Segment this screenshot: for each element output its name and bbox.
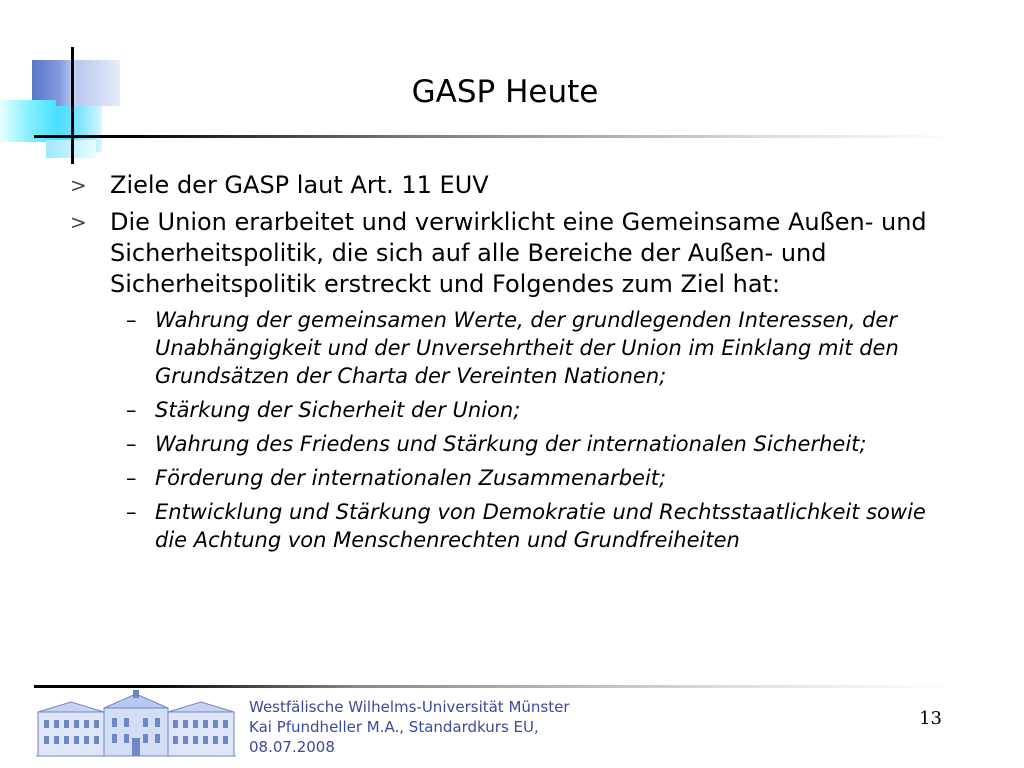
university-building-icon <box>36 690 236 758</box>
footer-institution: Westfälische Wilhelms-Universität Münster <box>249 698 570 716</box>
bullet-item <box>64 170 964 201</box>
decor-square-light <box>76 60 120 106</box>
slide-body <box>64 170 964 560</box>
sub-bullet-marker: – <box>126 398 137 422</box>
sub-bullet-marker: – <box>126 500 137 524</box>
sub-bullet-item <box>64 396 964 424</box>
bullet-item <box>64 207 964 300</box>
slide-title: GASP Heute <box>411 74 599 110</box>
sub-bullet-marker: – <box>126 308 137 332</box>
sub-bullet-marker: – <box>126 466 137 490</box>
footer-date: 08.07.2008 <box>249 738 335 756</box>
sub-bullet-text: Förderung der internationalen Zusammenarbeit; <box>155 466 667 490</box>
sub-bullet-item <box>64 498 964 554</box>
bullet-text: Ziele der GASP laut Art. 11 EUV <box>110 171 489 199</box>
footer-divider <box>34 685 954 688</box>
bullet-text: Die Union erarbeitet und verwirklicht eine Gemeinsame Außen- und Sicherheitspolitik, die sich auf alle Bereiche der Außen- und Sicherheitspolitik erstreckt und Folgendes zum Ziel hat: <box>110 208 927 298</box>
sub-bullet-text: Stärkung der Sicherheit der Union; <box>155 398 521 422</box>
footer-author: Kai Pfundheller M.A., Standardkurs EU, <box>249 718 539 736</box>
sub-bullet-list <box>64 306 964 554</box>
sub-bullet-text: Wahrung der gemeinsamen Werte, der grundlegenden Interessen, der Unabhängigkeit und der Unversehrtheit der Union im Einklang mit den Grundsätzen der Charta der Vereinten Nationen; <box>155 308 899 388</box>
bullet-marker: > <box>70 173 87 197</box>
bullet-marker: > <box>70 210 87 234</box>
sub-bullet-item <box>64 464 964 492</box>
sub-bullet-text: Entwicklung und Stärkung von Demokratie und Rechtsstaatlichkeit sowie die Achtung von Menschenrechten und Grundfreiheiten <box>155 500 926 552</box>
decor-vertical-line <box>71 47 74 164</box>
title-divider <box>34 135 954 138</box>
sub-bullet-text: Wahrung des Friedens und Stärkung der internationalen Sicherheit; <box>155 432 867 456</box>
sub-bullet-item <box>64 430 964 458</box>
footer-text <box>249 697 570 757</box>
page-number: 13 <box>919 708 942 729</box>
sub-bullet-marker: – <box>126 432 137 456</box>
sub-bullet-item <box>64 306 964 390</box>
